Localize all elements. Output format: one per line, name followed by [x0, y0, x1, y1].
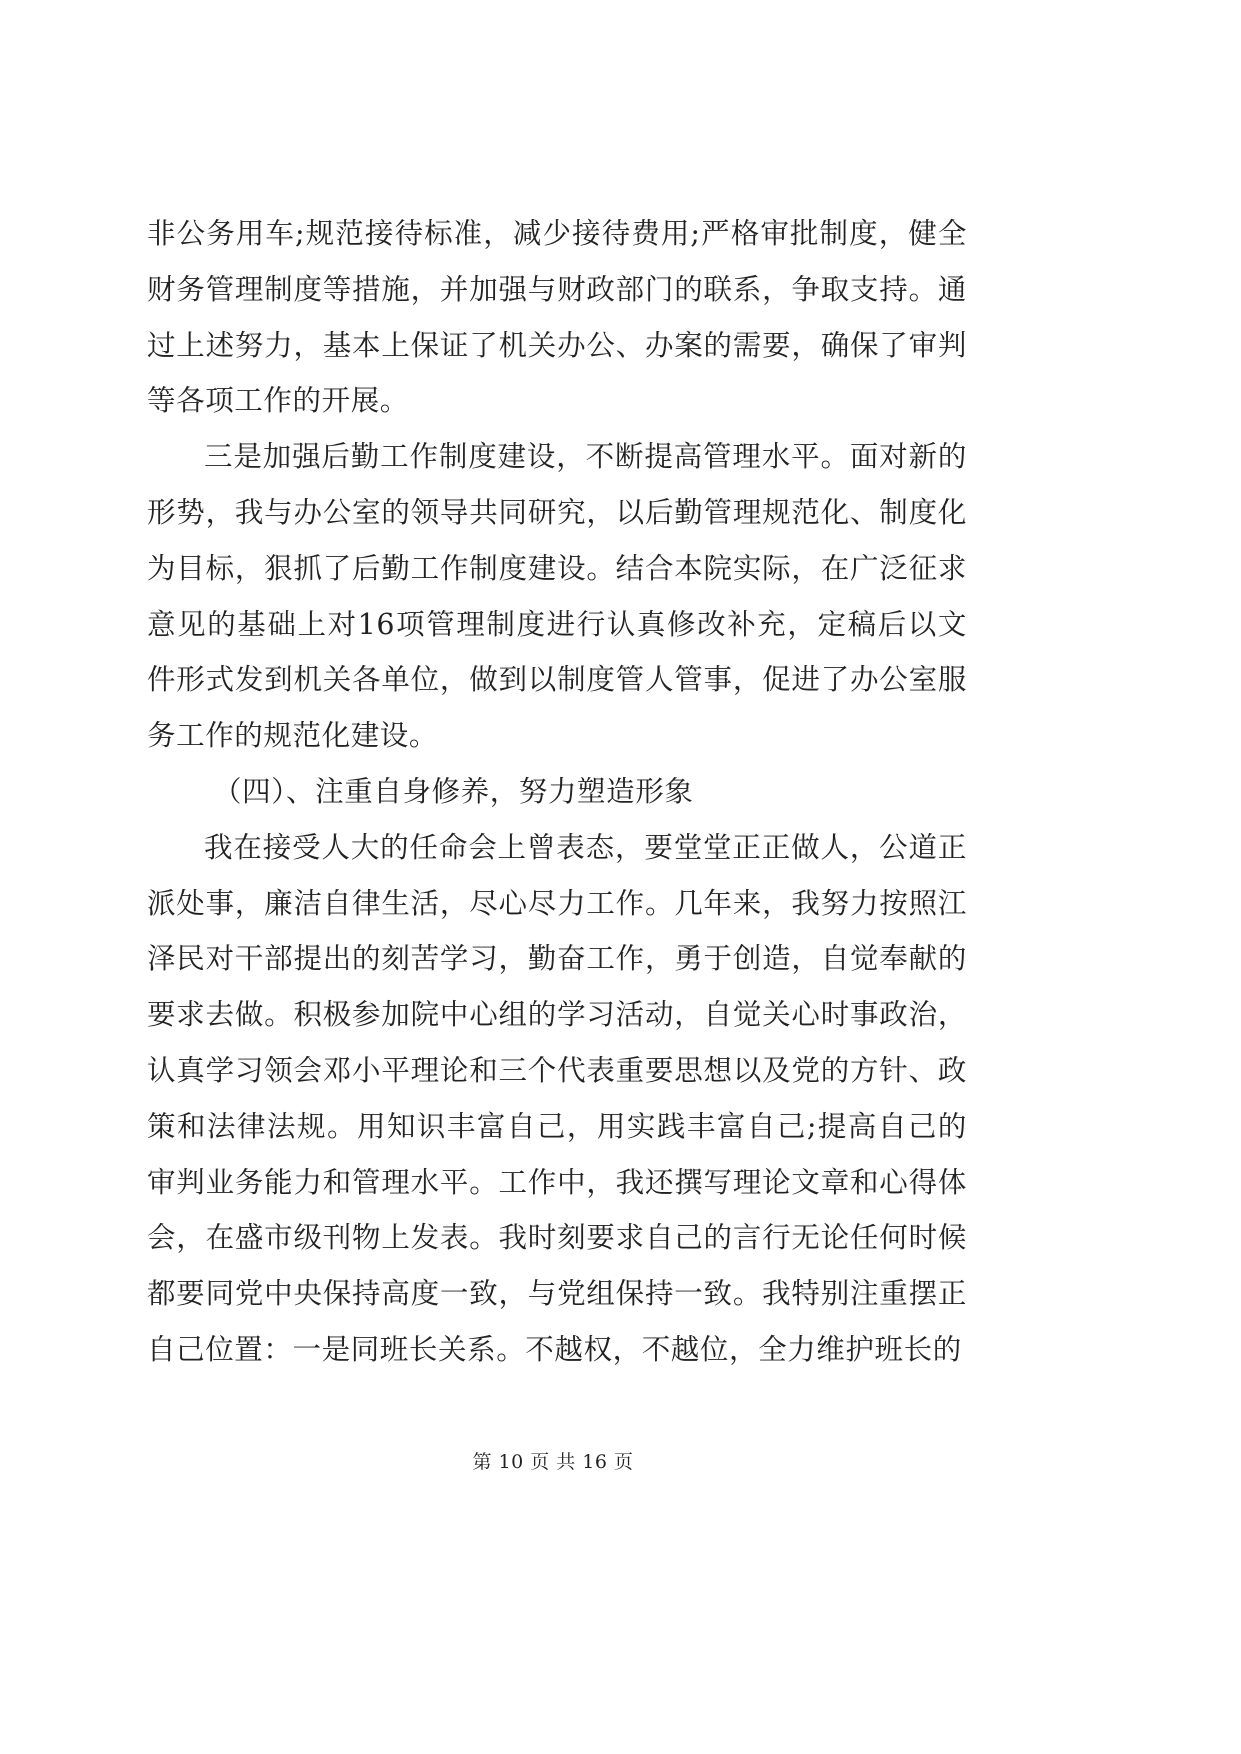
paragraph-fiscal-measures: 非公务用车;规范接待标准，减少接待费用;严格审批制度，健全财务管理制度等措施，并加强与财政部门的联系，争取支持。通过上述努力，基本上保证了机关办公、办案的需要，确保了审判等各项工作的开展。 — [147, 217, 967, 418]
page-number-footer: 第 10 页 共 16 页 — [472, 1451, 634, 1473]
paragraph-self-cultivation: 我在接受人大的任命会上曾表态，要堂堂正正做人，公道正派处事，廉洁自律生活，尽心尽力工作。几年来，我努力按照江泽民对干部提出的刻苦学习，勤奋工作，勇于创造，自觉奉献的要求去做。积极参加院中心组的学习活动，自觉关心时事政治，认真学习领会邓小平理论和三个代表重要思想以及党的方针、政策和法律法规。用知识丰富自己，用实践丰富自己;提高自己的审判业务能力和管理水平。工作中，我还撰写理论文章和心得体会，在盛市级刊物上发表。我时刻要求自己的言行无论任何时候都要同党中央保持高度一致，与党组保持一致。我特别注重摆正自己位置：一是同班长关系。不越权，不越位，全力维护班长的 — [147, 830, 967, 1366]
paragraph-logistics-system: 三是加强后勤工作制度建设，不断提高管理水平。面对新的形势，我与办公室的领导共同研究，以后勤管理规范化、制度化为目标，狠抓了后勤工作制度建设。结合本院实际，在广泛征求意见的基础上对16项管理制度进行认真修改补充，定稿后以文件形式发到机关各单位，做到以制度管人管事，促进了办公室服务工作的规范化建设。 — [147, 440, 967, 753]
document-body — [147, 206, 967, 1378]
section-heading-self-cultivation: （四）、注重自身修养，努力塑造形象 — [213, 774, 694, 808]
